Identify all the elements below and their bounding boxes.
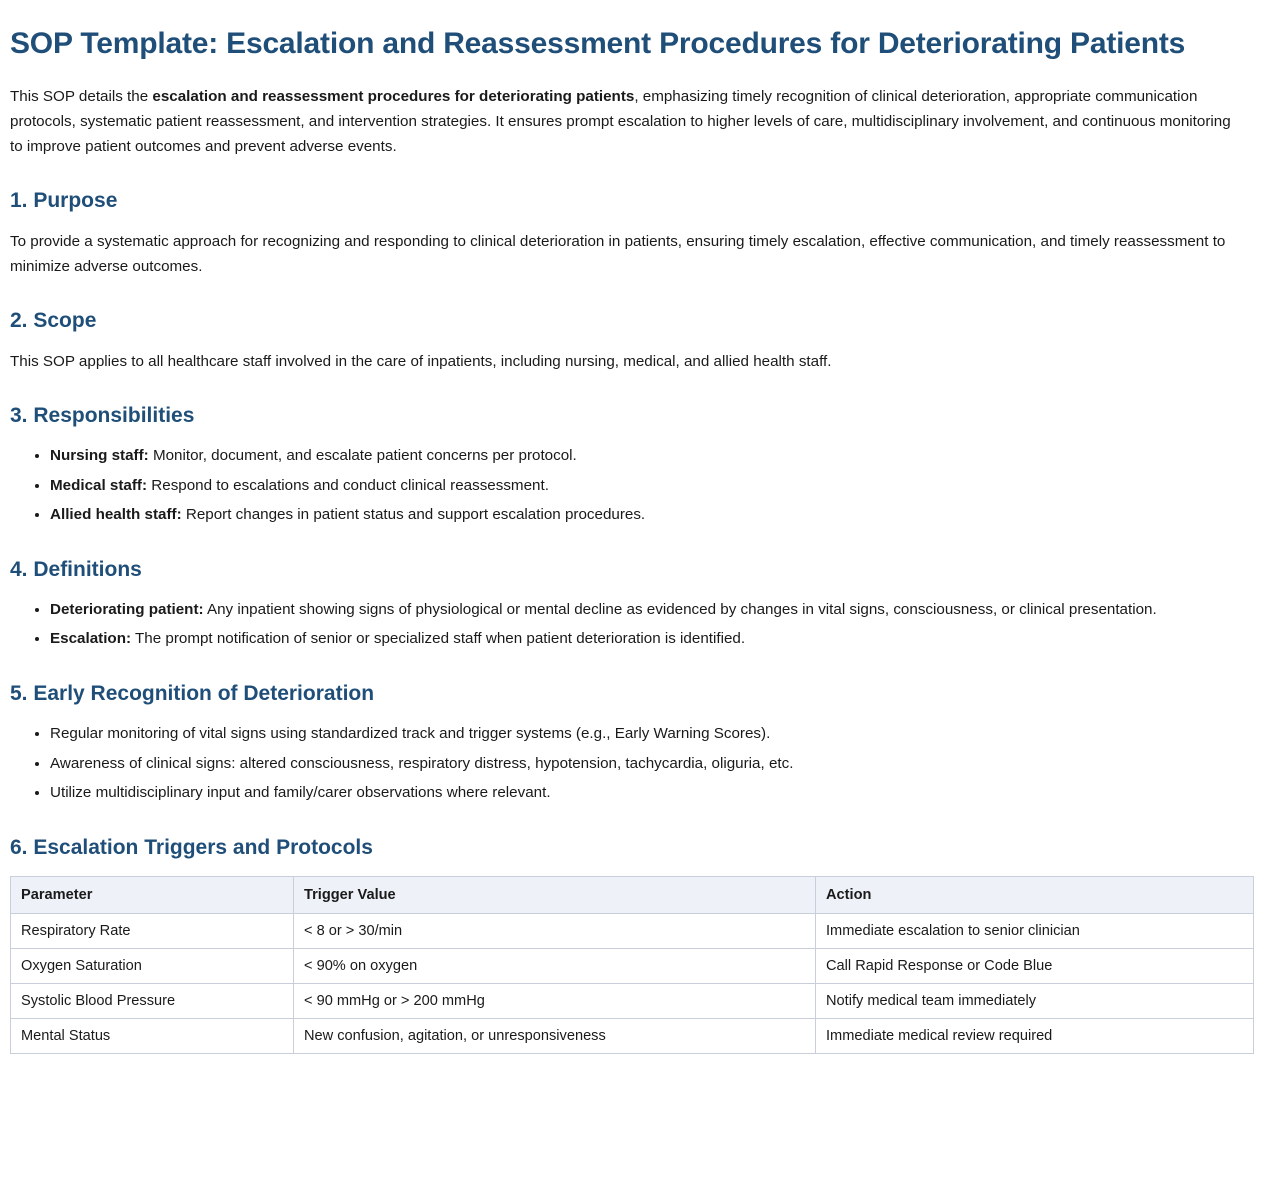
list-item-text: Monitor, document, and escalate patient concerns per protocol. [148,446,577,464]
section-heading-purpose: 1. Purpose [10,188,118,212]
section-heading-escalation-triggers: 6. Escalation Triggers and Protocols [10,835,373,859]
section-heading-scope: 2. Scope [10,308,97,332]
list-item-term: Medical staff: [50,476,148,494]
table-cell-action: Call Rapid Response or Code Blue [816,948,1254,983]
list-item: • Awareness of clinical signs: altered consciousness, respiratory distress, hypotension, tachycardia, oliguria, etc. [50,752,1247,777]
list-item-text: Any inpatient showing signs of physiological or mental decline as evidenced by changes in vital signs, consciousness, or clinical presentation. [203,600,1157,618]
list-item-term: Escalation: [50,630,132,648]
escalation-triggers-table [10,876,1254,1054]
responsibilities-list [10,444,1247,528]
table-row [11,983,1254,1018]
list-item [50,598,1247,623]
table-cell-action: Immediate medical review required [816,1018,1254,1053]
table-cell-parameter: Systolic Blood Pressure [11,983,294,1018]
list-item-term: Nursing staff: [50,446,149,464]
list-item [50,474,1247,499]
intro-rest: , emphasizing timely recognition of clinical deterioration, appropriate communication protocols, systematic patient reassessment, and intervention strategies. It ensures prompt escalation to higher levels of care, multidisciplinary involvement, and continuous monitoring to improve patient outcomes and prevent adverse events. [10,87,1231,155]
early-recognition-list [10,722,1247,806]
intro-bold: escalation and reassessment procedures for deteriorating patients [152,87,635,105]
purpose-text: To provide a systematic approach for recognizing and responding to clinical deterioration in patients, ensuring timely escalation, effective communication, and timely reassessment to minimize adverse outcomes. [10,232,1226,275]
list-item-text: The prompt notification of senior or specialized staff when patient deterioration is identified. [131,630,746,648]
table-column-header-trigger-value: Trigger Value [294,876,816,913]
list-item [50,444,1247,469]
table-cell-trigger-value: < 90 mmHg or > 200 mmHg [294,983,816,1018]
table-row [11,1018,1254,1053]
table-cell-action: Notify medical team immediately [816,983,1254,1018]
list-item-term: Deteriorating patient: [50,600,204,618]
table-cell-parameter: Mental Status [11,1018,294,1053]
intro-paragraph [10,84,1247,159]
table-cell-parameter: Respiratory Rate [11,913,294,948]
table-column-header-action: Action [816,876,1254,913]
table-row [11,948,1254,983]
list-item: • Regular monitoring of vital signs using standardized track and trigger systems (e.g., Early Warning Scores). [50,722,1247,747]
list-item: • Utilize multidisciplinary input and family/carer observations where relevant. [50,781,1247,806]
section-heading-definitions: 4. Definitions [10,557,142,581]
list-item [50,503,1247,528]
table-cell-trigger-value: < 90% on oxygen [294,948,816,983]
table-cell-parameter: Oxygen Saturation [11,948,294,983]
list-item-text: Respond to escalations and conduct clinical reassessment. [147,476,549,494]
table-row [11,913,1254,948]
table-cell-action: Immediate escalation to senior clinician [816,913,1254,948]
intro-lead: This SOP details the [10,87,153,105]
list-item [50,627,1247,652]
scope-text: This SOP applies to all healthcare staff involved in the care of inpatients, including nursing, medical, and allied health staff. [10,352,832,370]
table-header-row [11,876,1254,913]
table-column-header-parameter: Parameter [11,876,294,913]
definitions-list [10,598,1247,652]
section-heading-early-recognition: 5. Early Recognition of Deterioration [10,682,375,706]
section-heading-responsibilities: 3. Responsibilities [10,403,195,427]
table-cell-trigger-value: New confusion, agitation, or unresponsiveness [294,1018,816,1053]
list-item-term: Allied health staff: [50,506,182,524]
page-title: SOP Template: Escalation and Reassessment Procedures for Deteriorating Patients [10,27,1186,60]
list-item-text: Report changes in patient status and support escalation procedures. [181,506,646,524]
table-cell-trigger-value: < 8 or > 30/min [294,913,816,948]
